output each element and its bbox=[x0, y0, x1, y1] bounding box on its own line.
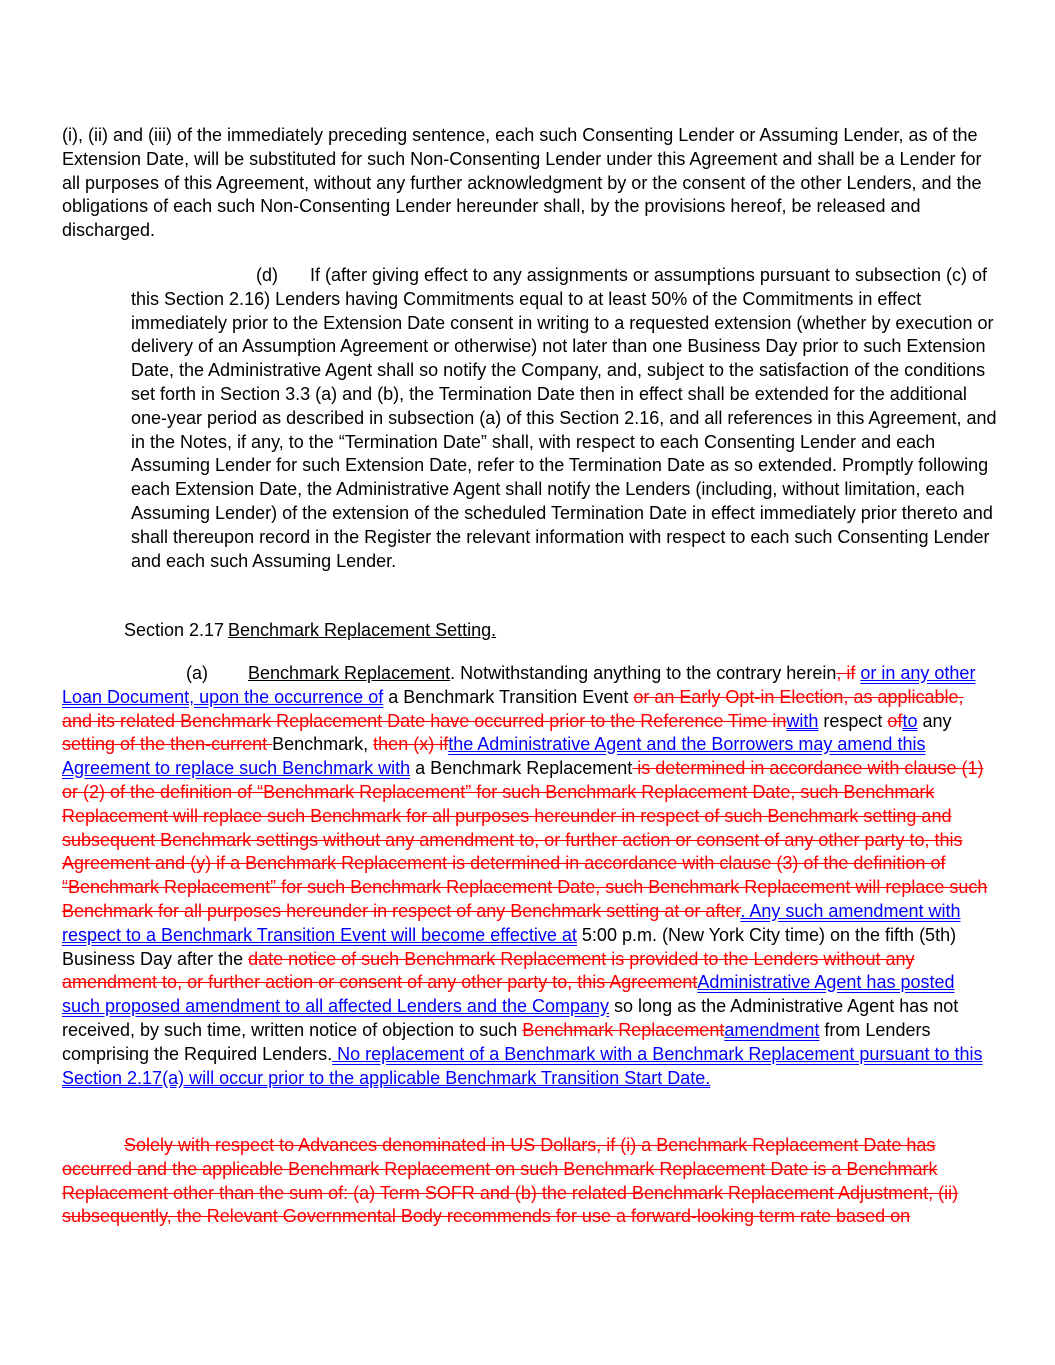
inserted-text: No replacement of a Benchmark with a Benchmark Replacement pursuant to this Section 2.17(a) will occur prior to the applicable Benchmark Transition Start Date. bbox=[62, 1043, 983, 1088]
paragraph-continuation: (i), (ii) and (iii) of the immediately preceding sentence, each such Consenting Lender or Assuming Lender, as of the Extension Date, will be substituted for such Non-Consenting Lender under this Agreement and shall be a Lender for all purposes of this Agreement, without any further acknowledgment by or the consent of the other Lenders, and the obligations of each such Non-Consenting Lender hereunder shall, by the provisions hereof, be released and discharged. bbox=[62, 125, 982, 241]
paragraph-title: Benchmark Replacement bbox=[248, 663, 451, 683]
deleted-text: Benchmark Replacement bbox=[522, 1019, 725, 1040]
text-run: a Benchmark Replacement bbox=[410, 758, 633, 779]
text-run: . Notwithstanding anything to the contrary herein bbox=[450, 663, 837, 683]
inserted-text: amendment bbox=[724, 1019, 820, 1040]
section-heading bbox=[124, 619, 924, 643]
deleted-text: then (x) if bbox=[373, 734, 449, 755]
text-run: a Benchmark Transition Event bbox=[383, 686, 634, 707]
deleted-text: , if bbox=[836, 663, 856, 683]
inserted-text: the Administrative Agent and the Borrowers may amend this Agreement to replace such Benchmark with bbox=[62, 734, 926, 779]
deleted-text: date notice of such Benchmark Replacement is provided to the Lenders without any amendment to, or further action or consent of any other party to, this Agreement bbox=[62, 948, 915, 993]
text-run: respect bbox=[818, 710, 888, 731]
deleted-text: or an Early Opt-in Election, as applicable, and its related Benchmark Replacement Date have occurred prior to the Reference Time in bbox=[62, 686, 964, 731]
paragraph-deleted bbox=[62, 1134, 997, 1229]
deleted-text: setting of the then-current bbox=[62, 734, 273, 755]
text-run: so long as the Administrative Agent has not received, by such time, written notice of objection to such bbox=[62, 996, 959, 1040]
paragraph-d bbox=[131, 264, 997, 573]
inserted-text: to bbox=[902, 710, 918, 731]
paragraph-number: (d) bbox=[256, 265, 278, 285]
inserted-text: or in any other Loan Document, upon the occurrence of bbox=[62, 663, 976, 707]
deleted-text: of bbox=[887, 710, 903, 731]
inserted-text: . Any such amendment with respect to a Benchmark Transition Event will become effective at bbox=[62, 900, 961, 945]
text-run: any bbox=[917, 710, 952, 731]
deleted-text: is determined in accordance with clause (1) or (2) of the definition of “Benchmark Replacement” for such Benchmark Replacement Date, such Benchmark Replacement will replace such Benchmark for all purposes hereunder in respect of such Benchmark setting and subsequent Benchmark settings without any amendment to, or further action or consent of any other party to, this Agreement and (y) if a Benchmark Replacement is determined in accordance with clause (3) of the definition of “Benchmark Replacement” for such Benchmark Replacement Date, such Benchmark Replacement will replace such Benchmark for all purposes hereunder in respect of any Benchmark setting at or after bbox=[62, 758, 988, 921]
deleted-text: Solely with respect to Advances denominated in US Dollars, if (i) a Benchmark Replacement Date has occurred and the applicable Benchmark Replacement on such Benchmark Replacement Date is a Benchmark Replacement other than the sum of: (a) Term SOFR and (b) the related Benchmark Replacement Adjustment, (ii) subsequently, the Relevant Governmental Body recommends for use a forward-looking term rate based on bbox=[62, 1135, 959, 1227]
inserted-text: Administrative Agent has posted such proposed amendment to all affected Lenders and the Company bbox=[62, 972, 955, 1017]
paragraph-a bbox=[62, 662, 997, 1090]
text-run: 5:00 p.m. (New York City time) on the fifth (5th) Business Day after the bbox=[62, 924, 957, 969]
paragraph-body bbox=[62, 663, 987, 1088]
text-run: from Lenders comprising the Required Lenders. bbox=[62, 1019, 931, 1064]
text-run: Benchmark, bbox=[272, 734, 374, 755]
section-title: Benchmark Replacement Setting. bbox=[228, 620, 497, 640]
paragraph-body: If (after giving effect to any assignments or assumptions pursuant to subsection (c) of this Section 2.16) Lenders having Commitments equal to at least 50% of the Commitments in effect immediately prior to the Extension Date consent in writing to a requested extension (whether by execution or delivery of an Assumption Agreement or otherwise) not later than one Business Day prior to such Extension Date, the Administrative Agent shall so notify the Company, and, subject to the satisfaction of the conditions set forth in Section 3.3 (a) and (b), the Termination Date then in effect shall be extended for the additional one-year period as described in subsection (a) of this Section 2.16, and all references in this Agreement, and in the Notes, if any, to the “Termination Date” shall, with respect to each Consenting Lender and each Assuming Lender for such Extension Date, refer to the Termination Date as so extended. Promptly following each Extension Date, the Administrative Agent shall notify the Lenders (including, without limitation, each Assuming Lender) of the extension of the scheduled Termination Date in effect immediately prior thereto and shall thereupon record in the Register the relevant information with respect to each such Consenting Lender and each such Assuming Lender. bbox=[131, 265, 997, 571]
paragraph-number: (a) bbox=[186, 663, 208, 683]
inserted-text: with bbox=[786, 710, 819, 731]
section-number: Section 2.17 bbox=[124, 620, 225, 640]
